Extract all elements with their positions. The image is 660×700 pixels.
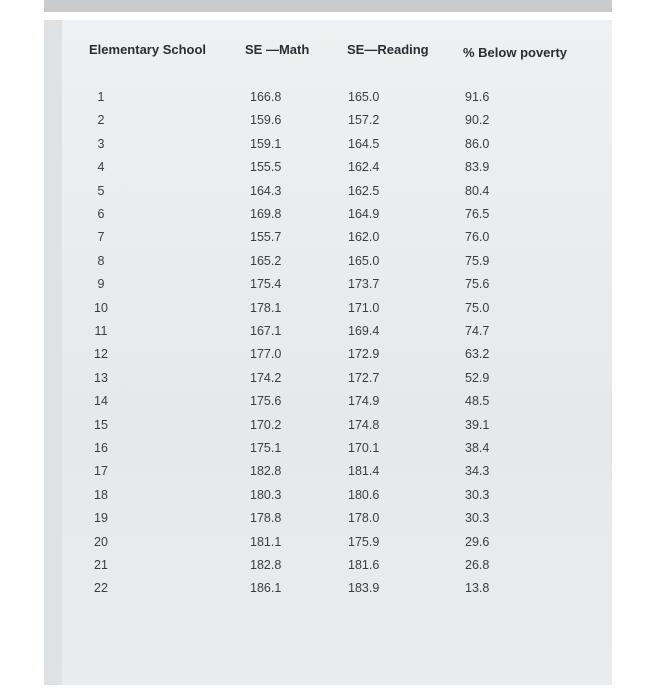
poverty-percent: 83.9 — [465, 160, 490, 175]
school-number: 21 — [94, 558, 108, 572]
math-score: 159.6 — [250, 113, 282, 128]
reading-score: 173.7 — [348, 277, 380, 292]
header-math: SE —Math — [245, 42, 310, 57]
school-number: 12 — [94, 347, 108, 362]
math-score: 159.1 — [250, 136, 282, 151]
poverty-percent: 29.6 — [465, 534, 490, 549]
school-number: 7 — [97, 230, 105, 245]
reading-score: 172.9 — [348, 347, 380, 362]
reading-score: 170.1 — [348, 441, 380, 455]
school-number: 18 — [94, 487, 108, 502]
math-score: 170.2 — [250, 417, 282, 432]
math-score: 164.3 — [250, 183, 282, 198]
school-number: 1 — [97, 90, 105, 104]
poverty-percent: 76.0 — [465, 230, 490, 245]
reading-score: 181.4 — [348, 464, 380, 479]
school-number: 2 — [97, 113, 105, 128]
poverty-percent: 63.2 — [465, 347, 490, 362]
math-score: 169.8 — [250, 207, 282, 221]
reading-score: 169.4 — [348, 324, 380, 338]
poverty-percent: 39.1 — [465, 417, 490, 432]
school-number: 5 — [97, 183, 105, 198]
reading-score: 171.0 — [348, 300, 380, 315]
poverty-percent: 30.3 — [465, 487, 490, 502]
math-score: 178.1 — [250, 300, 282, 315]
reading-score: 162.0 — [348, 230, 380, 245]
school-number: 11 — [94, 324, 108, 338]
math-score: 167.1 — [250, 324, 282, 338]
math-score: 178.8 — [250, 511, 282, 526]
school-number: 4 — [97, 160, 105, 175]
reading-score: 164.5 — [348, 136, 380, 151]
top-edge — [44, 0, 612, 12]
math-score: 181.1 — [250, 534, 282, 549]
poverty-percent: 13.8 — [465, 581, 490, 596]
poverty-percent: 75.6 — [465, 277, 490, 292]
math-score: 175.1 — [250, 441, 282, 455]
poverty-percent: 91.6 — [465, 90, 490, 104]
poverty-percent: 80.4 — [465, 183, 490, 198]
math-score: 165.2 — [250, 253, 282, 268]
math-score: 180.3 — [250, 487, 282, 502]
reading-score: 157.2 — [348, 113, 380, 128]
poverty-percent: 76.5 — [465, 207, 490, 221]
school-number: 16 — [94, 441, 108, 455]
poverty-percent: 90.2 — [465, 113, 490, 128]
math-score: 155.5 — [250, 160, 282, 175]
math-score: 175.4 — [250, 277, 282, 292]
reading-score: 174.8 — [348, 417, 380, 432]
school-number: 22 — [94, 581, 108, 596]
header-reading: SE—Reading — [347, 42, 429, 57]
poverty-percent: 38.4 — [465, 441, 490, 455]
reading-score: 175.9 — [348, 534, 380, 549]
school-number: 6 — [97, 207, 105, 221]
school-number: 17 — [94, 464, 108, 479]
poverty-percent: 86.0 — [465, 136, 490, 151]
document-photo — [44, 20, 612, 685]
reading-score: 162.5 — [348, 183, 380, 198]
reading-score: 164.9 — [348, 207, 380, 221]
reading-score: 165.0 — [348, 253, 380, 268]
math-score: 182.8 — [250, 558, 282, 572]
poverty-percent: 52.9 — [465, 370, 490, 385]
header-school: Elementary School — [89, 42, 207, 57]
reading-score: 181.6 — [348, 558, 380, 572]
school-number: 13 — [94, 370, 108, 385]
math-score: 174.2 — [250, 370, 282, 385]
reading-score: 174.9 — [348, 394, 380, 409]
poverty-percent: 34.3 — [465, 464, 490, 479]
school-number: 14 — [94, 394, 108, 409]
reading-score: 178.0 — [348, 511, 380, 526]
reading-score: 183.9 — [348, 581, 380, 596]
math-score: 186.1 — [250, 581, 282, 596]
school-number: 10 — [94, 300, 108, 315]
math-score: 182.8 — [250, 464, 282, 479]
school-number: 15 — [94, 417, 108, 432]
poverty-percent: 74.7 — [465, 324, 490, 338]
poverty-percent: 75.9 — [465, 253, 490, 268]
math-score: 166.8 — [250, 90, 282, 104]
poverty-percent: 26.8 — [465, 558, 490, 572]
reading-score: 172.7 — [348, 370, 380, 385]
reading-score: 162.4 — [348, 160, 380, 175]
reading-score: 165.0 — [348, 90, 380, 104]
math-score: 175.6 — [250, 394, 282, 409]
header-poverty: % Below poverty — [463, 45, 568, 60]
math-score: 155.7 — [250, 230, 282, 245]
school-number: 8 — [97, 253, 105, 268]
poverty-percent: 48.5 — [465, 394, 490, 409]
poverty-percent: 75.0 — [465, 300, 490, 315]
math-score: 177.0 — [250, 347, 282, 362]
poverty-percent: 30.3 — [465, 511, 490, 526]
school-number: 3 — [97, 136, 105, 151]
reading-score: 180.6 — [348, 487, 380, 502]
school-number: 19 — [94, 511, 108, 526]
school-number: 20 — [94, 534, 108, 549]
school-number: 9 — [97, 277, 105, 292]
